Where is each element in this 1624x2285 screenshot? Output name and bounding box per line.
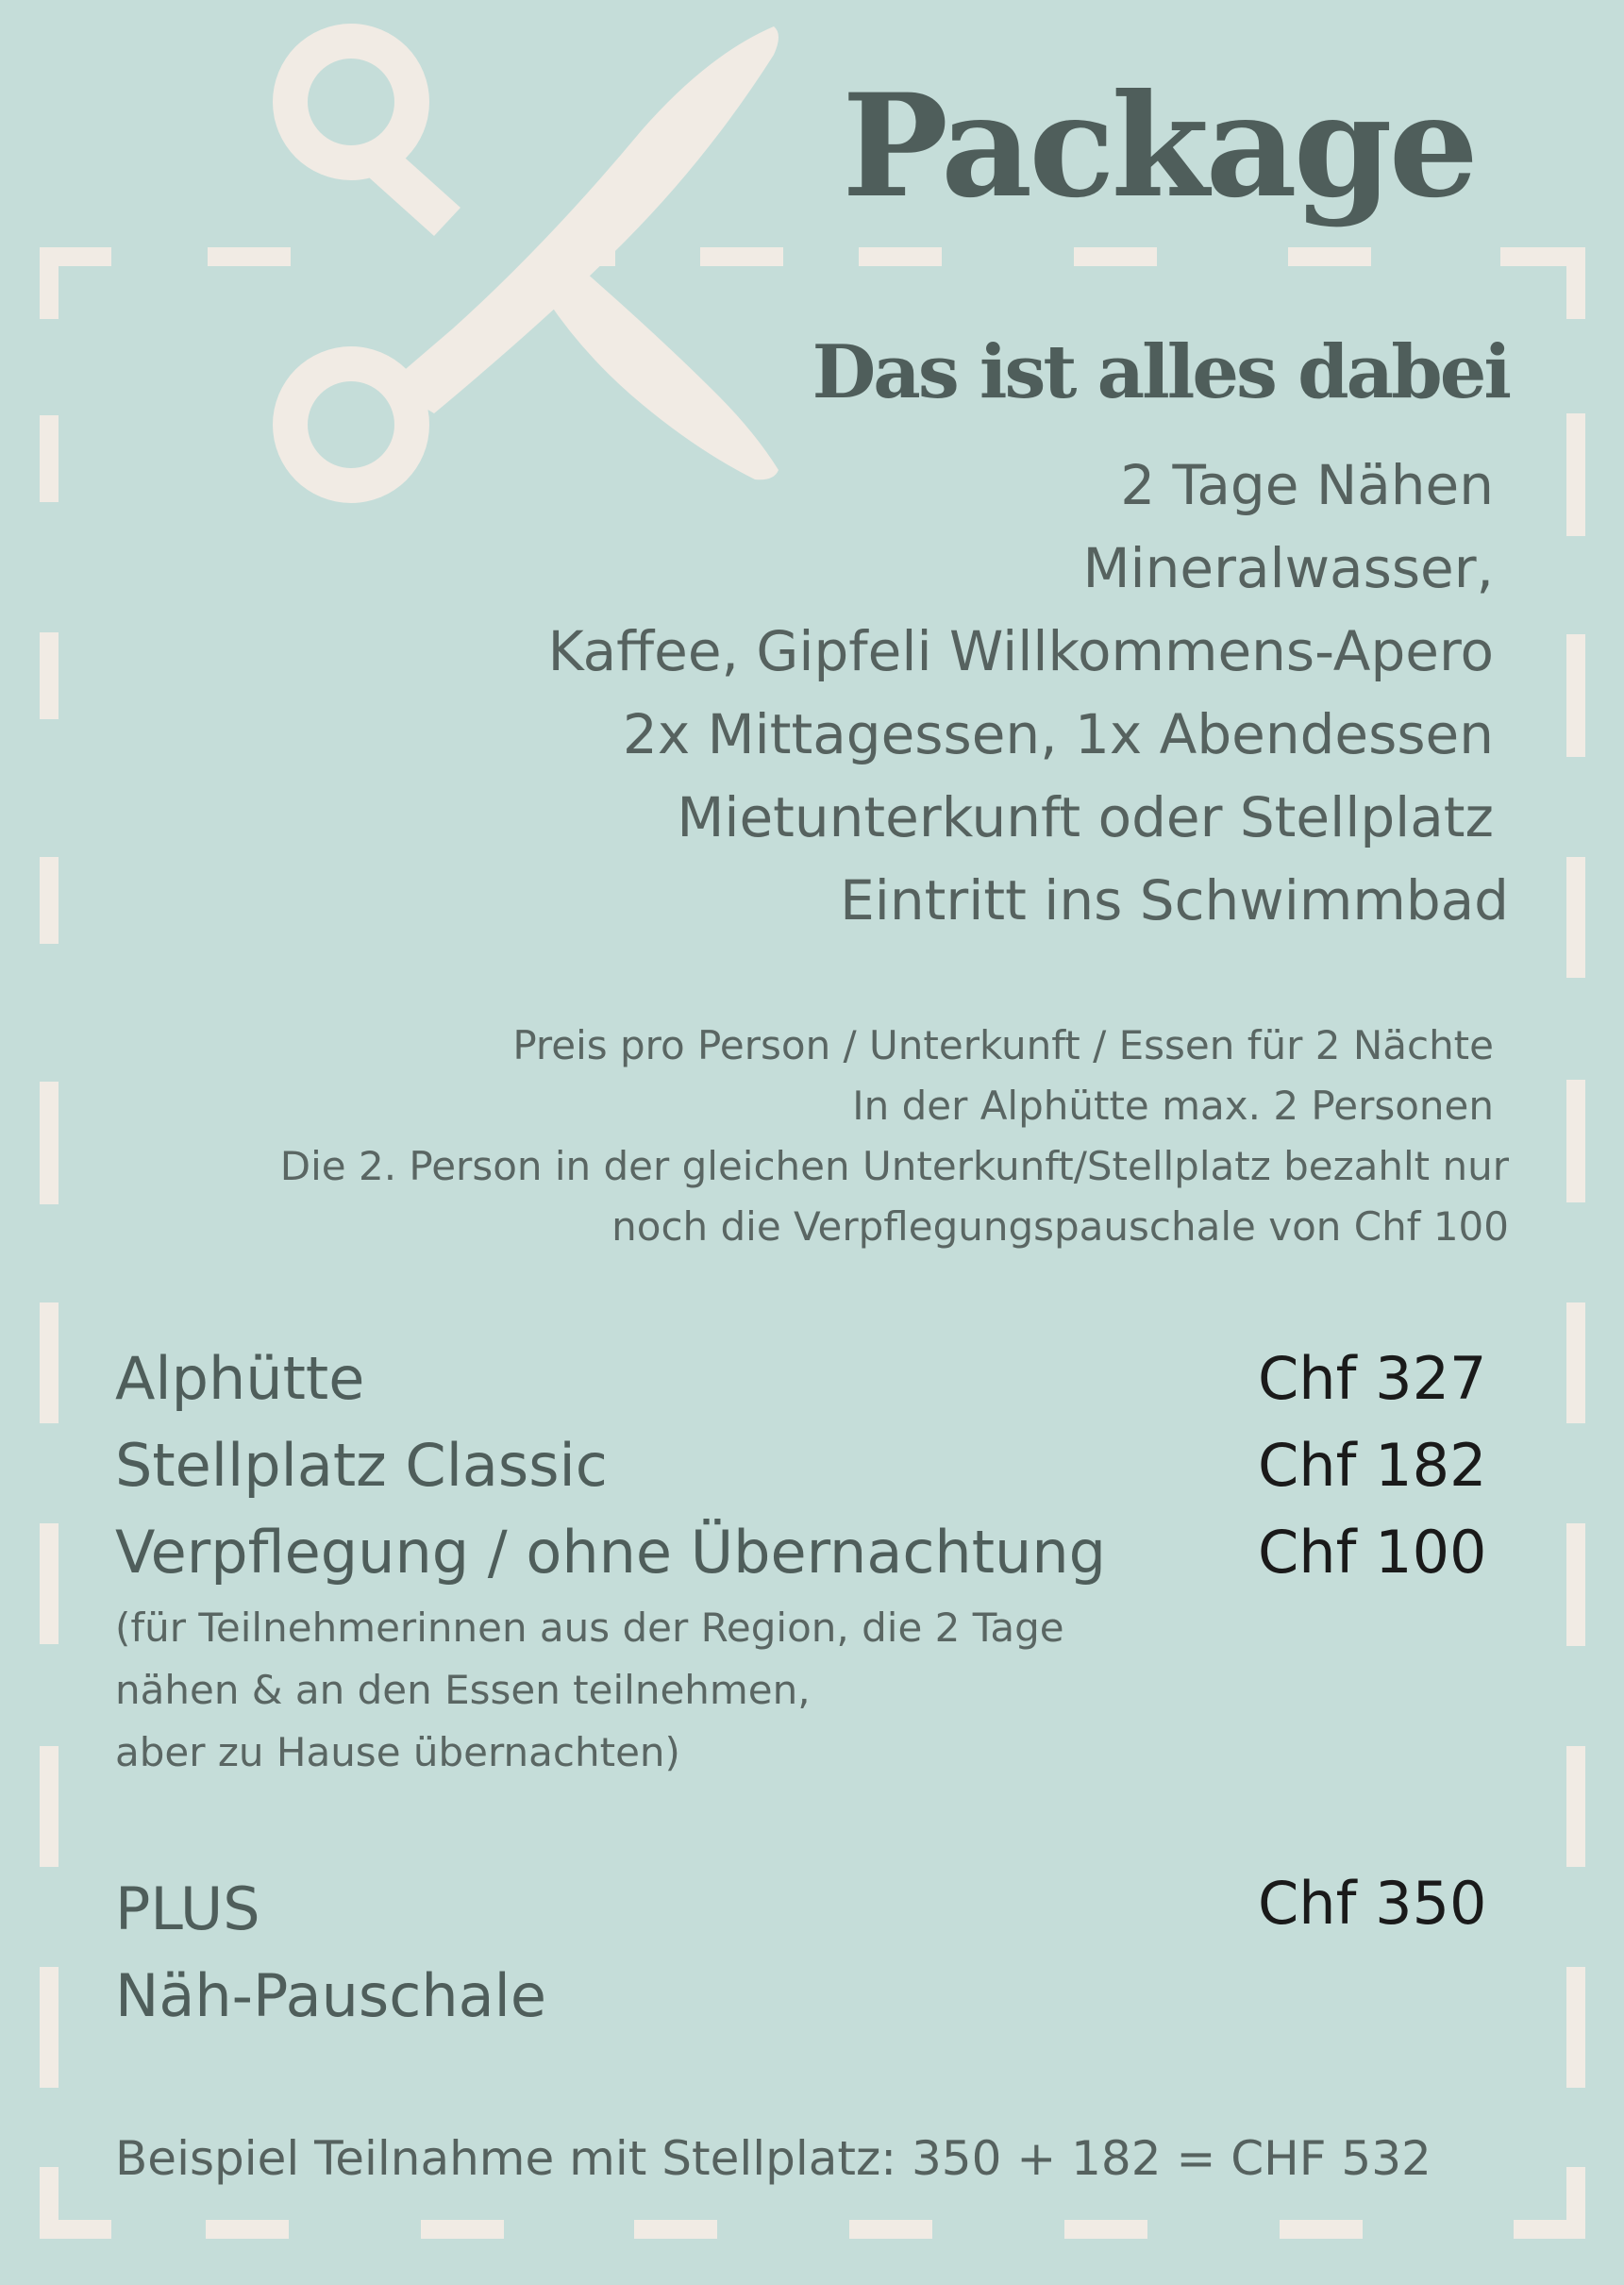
page-title: Package (842, 63, 1475, 229)
inclusion-item: Eintritt ins Schwimmbad (840, 868, 1509, 932)
inclusion-item: 2 Tage Nähen (1120, 453, 1494, 517)
scissors-icon (245, 17, 812, 508)
section-subtitle: Das ist alles dabei (812, 329, 1509, 415)
footnote-line: (für Teilnehmerinnen aus der Region, die 2 Tage (115, 1605, 1064, 1651)
note-line: Preis pro Person / Unterkunft / Essen für 2 Nächte (512, 1022, 1494, 1068)
inclusion-item: 2x Mittagessen, 1x Abendessen (622, 702, 1494, 766)
price-value-stellplatz: Chf 182 (1258, 1431, 1487, 1500)
price-label-verpflegung: Verpflegung / ohne Übernachtung (115, 1518, 1106, 1587)
footnote-line: nähen & an den Essen teilnehmen, (115, 1667, 811, 1713)
note-line: Die 2. Person in der gleichen Unterkunft/Stellplatz bezahlt nur (279, 1143, 1509, 1189)
verpflegung-footnote (115, 1597, 1064, 1784)
price-value-alphuette: Chf 327 (1258, 1344, 1487, 1413)
price-label-alphuette: Alphütte (115, 1344, 365, 1413)
naeh-pauschale-label: Näh-Pauschale (115, 1961, 546, 2030)
pricing-notes (280, 1016, 1509, 1257)
inclusion-item: Mineralwasser, (1082, 536, 1494, 600)
example-calculation: Beispiel Teilnahme mit Stellplatz: 350 + 182 = CHF 532 (115, 2131, 1431, 2186)
inclusion-item: Mietunterkunft oder Stellplatz (677, 785, 1494, 849)
inclusion-item: Kaffee, Gipfeli Willkommens-Apero (547, 619, 1494, 683)
note-line: noch die Verpflegungspauschale von Chf 100 (611, 1203, 1509, 1250)
footnote-line: aber zu Hause übernachten) (115, 1729, 680, 1775)
note-line: In der Alphütte max. 2 Personen (852, 1083, 1494, 1129)
price-value-verpflegung: Chf 100 (1258, 1518, 1487, 1587)
price-label-stellplatz: Stellplatz Classic (115, 1431, 608, 1500)
inclusions-list (547, 444, 1509, 942)
naeh-pauschale-price: Chf 350 (1258, 1869, 1487, 1938)
plus-label: PLUS (115, 1874, 260, 1943)
